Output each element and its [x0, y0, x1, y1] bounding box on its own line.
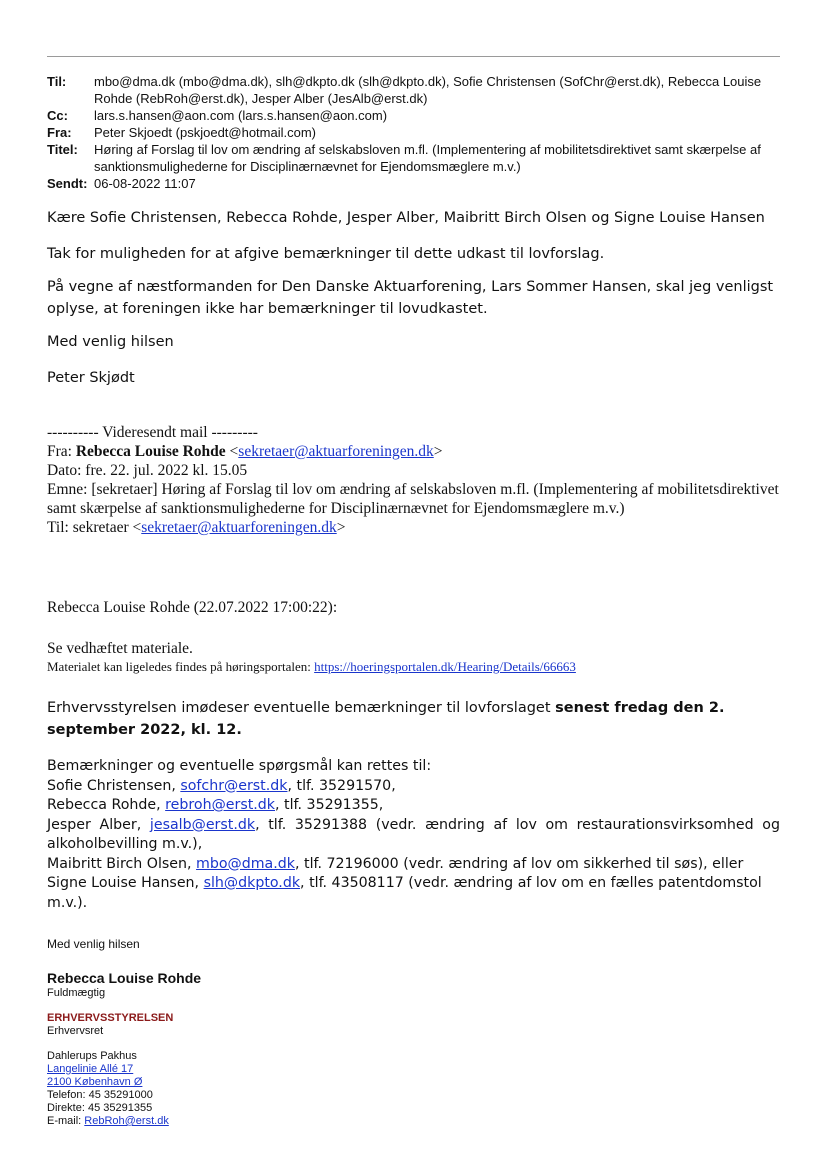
sig-title: Fuldmægtig: [47, 987, 106, 999]
forwarded-from-gt: >: [433, 443, 443, 460]
attachment-note: Se vedhæftet materiale.: [47, 640, 193, 657]
deadline-text: Erhvervsstyrelsen imødeser eventuelle bemærkninger til lovforslaget: [47, 700, 556, 716]
email-header: [47, 73, 787, 192]
header-from-value: Peter Skjoedt (pskjoedt@hotmail.com): [94, 125, 317, 140]
contact-name: Rebecca Rohde,: [47, 797, 166, 813]
sender-signature: Peter Skjødt: [47, 370, 135, 386]
header-subject-value: Høring af Forslag til lov om ændring af selskabsloven m.fl. (Implementering af mobilitetsdirektivet samt skærpelse af sanktionsmulighederne for Disciplinærnævnet for Ejendomsmæglere m.v.): [94, 142, 761, 174]
forwarded-from-line: [47, 442, 792, 461]
thanks-paragraph: Tak for muligheden for at afgive bemærkninger til dette udkast til lovforslag.: [47, 246, 605, 262]
sig-org-block: [47, 1012, 173, 1038]
contact-email-link[interactable]: rebroh@erst.dk: [165, 797, 276, 813]
forwarded-author-line: Rebecca Louise Rohde (22.07.2022 17:00:22):: [47, 599, 338, 616]
sig-street-link[interactable]: Langelinie Allé 17: [47, 1063, 134, 1075]
forwarded-to-line: [47, 518, 792, 537]
sig-email-line: [47, 1115, 169, 1128]
header-subject-row: [47, 141, 787, 175]
contact-row: [47, 874, 780, 913]
portal-line: [47, 657, 792, 676]
sig-direct: Direkte: 45 35291355: [47, 1102, 153, 1114]
header-to-label: Til:: [47, 74, 67, 89]
contact-email-link[interactable]: jesalb@erst.dk: [149, 816, 256, 833]
contact-row: [47, 816, 780, 855]
forwarded-from-lt: <: [225, 443, 239, 460]
header-cc-value: lars.s.hansen@aon.com (lars.s.hansen@aon.com): [94, 108, 388, 123]
forwarded-date-line: Dato: fre. 22. jul. 2022 kl. 15.05: [47, 462, 248, 479]
sig-closing: Med venlig hilsen: [47, 937, 140, 951]
header-from-label: Fra:: [47, 125, 72, 140]
contact-details: , tlf. 35291570,: [287, 777, 396, 794]
forwarded-to-prefix: Til: sekretaer <: [47, 519, 142, 536]
contact-row: [47, 796, 780, 816]
forwarded-subject-line: Emne: [sekretaer] Høring af Forslag til lov om ændring af selskabsloven m.fl. (Implementering af mobilitetsdirektivet samt skærpelse af sanktionsmulighederne for Disciplinærnævnet for Ejendomsmæglere m.v.): [47, 481, 779, 517]
header-to-row: [47, 73, 787, 107]
header-sent-label: Sendt:: [47, 176, 88, 191]
contacts-intro: Bemærkninger og eventuelle spørgsmål kan rettes til:: [47, 758, 432, 774]
closing-text: Med venlig hilsen: [47, 334, 174, 350]
contact-name: Signe Louise Hansen,: [47, 875, 204, 891]
statement-paragraph: På vegne af næstformanden for Den Danske Aktuarforening, Lars Sommer Hansen, skal jeg venligst oplyse, at foreningen ikke har bemærkninger til lovudkastet.: [47, 279, 774, 317]
sig-city-link[interactable]: 2100 København Ø: [47, 1076, 143, 1088]
header-cc-row: [47, 107, 787, 124]
contact-email-link[interactable]: sofchr@erst.dk: [180, 777, 288, 794]
header-sent-row: [47, 175, 787, 192]
forwarded-separator: ---------- Videresendt mail ---------: [47, 424, 258, 441]
forwarded-block: [47, 423, 792, 537]
contacts-list: [47, 777, 780, 914]
contact-details: , tlf. 72196000 (vedr. ændring af lov om sikkerhed til søs), eller: [294, 855, 744, 872]
contact-name: Sofie Christensen,: [47, 777, 181, 794]
contact-details: , tlf. 35291355,: [275, 797, 384, 813]
forwarded-to-email-link[interactable]: sekretaer@aktuarforeningen.dk: [141, 519, 337, 536]
header-from-row: [47, 124, 787, 141]
contact-row: [47, 777, 780, 797]
forwarded-from-email-link[interactable]: sekretaer@aktuarforeningen.dk: [238, 443, 434, 460]
contact-details: , tlf. 35291388 (vedr. ændring af lov om restaurationsvirksomhed og alkoholbevilling m.v.),: [47, 816, 780, 852]
sig-building: Dahlerups Pakhus: [47, 1050, 137, 1062]
contacts-block: [47, 757, 780, 913]
sig-phone: Telefon: 45 35291000: [47, 1089, 153, 1101]
contact-row: [47, 855, 780, 875]
portal-link[interactable]: https://hoeringsportalen.dk/Hearing/Details/66663: [314, 659, 576, 674]
sig-identity: [47, 970, 201, 1000]
header-subject-label: Titel:: [47, 142, 78, 157]
header-cc-label: Cc:: [47, 108, 68, 123]
deadline-bold: senest fredag den 2. september 2022, kl. 12.: [47, 700, 725, 738]
header-sent-value: 06-08-2022 11:07: [94, 176, 196, 191]
contact-email-link[interactable]: slh@dkpto.dk: [203, 875, 301, 891]
sig-email-prefix: E-mail:: [47, 1115, 85, 1127]
portal-text: Materialet kan ligeledes findes på høringsportalen:: [47, 659, 315, 674]
contact-details: , tlf. 43508117 (vedr. ændring af lov om en fælles patentdomstol m.v.).: [47, 875, 762, 911]
forwarded-from-prefix: Fra:: [47, 443, 76, 460]
header-to-value: mbo@dma.dk (mbo@dma.dk), slh@dkpto.dk (slh@dkpto.dk), Sofie Christensen (SofChr@erst.dk), Rebecca Louise Rohde (RebRoh@erst.dk), Jesper Alber (JesAlb@erst.dk): [94, 74, 762, 106]
forwarded-from-name: Rebecca Louise Rohde: [75, 443, 226, 460]
sig-unit: Erhvervsret: [47, 1025, 104, 1037]
contact-name: Jesper Alber,: [47, 816, 150, 833]
sig-email-link[interactable]: RebRoh@erst.dk: [84, 1115, 169, 1127]
deadline-paragraph: [47, 697, 785, 741]
contact-email-link[interactable]: mbo@dma.dk: [196, 855, 295, 872]
greeting: Kære Sofie Christensen, Rebecca Rohde, Jesper Alber, Maibritt Birch Olsen og Signe Louise Hansen: [47, 210, 765, 226]
sig-name: Rebecca Louise Rohde: [47, 970, 202, 986]
top-divider: [47, 56, 780, 57]
forwarded-to-gt: >: [336, 519, 346, 536]
sig-address-block: [47, 1050, 169, 1128]
sig-org: ERHVERVSSTYRELSEN: [47, 1012, 174, 1024]
contact-name: Maibritt Birch Olsen,: [47, 855, 197, 872]
